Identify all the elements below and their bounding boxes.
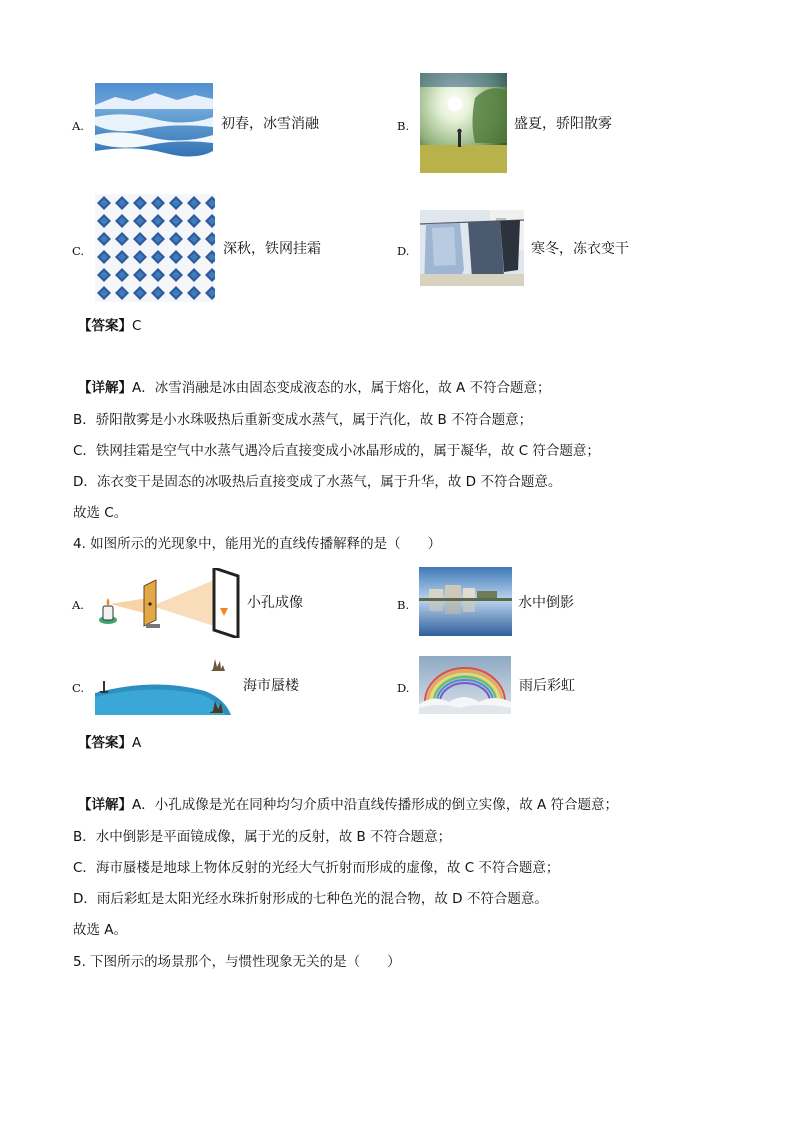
q4-option-c-letter: C. — [72, 681, 85, 695]
q3-option-a-caption: 初春，冰雪消融 — [221, 116, 319, 132]
q3-detail-line-4: D．冻衣变干是固态的冰吸热后直接变成了水蒸气，属于升华，故 D 不符合题意。 — [73, 474, 562, 490]
q4-option-d-letter: D. — [397, 681, 410, 695]
q3-option-c-caption: 深秋，铁网挂霜 — [223, 241, 321, 257]
q3-option-b-caption: 盛夏，骄阳散雾 — [514, 116, 612, 132]
q3-option-d-caption: 寒冬，冻衣变干 — [531, 241, 629, 257]
q5-question: 5. 下图所示的场景那个，与惯性现象无关的是（ ） — [73, 954, 401, 970]
q4-option-a-caption: 小孔成像 — [247, 595, 303, 611]
q3-detail-text-a: A．冰雪消融是冰由固态变成液态的水，属于熔化，故 A 不符合题意； — [132, 380, 551, 396]
q3-option-c-letter: C. — [72, 244, 85, 258]
pinhole-imaging-diagram — [96, 568, 240, 638]
q3-detail-label: 【详解】 — [78, 380, 132, 396]
q3-option-b-letter: B. — [397, 119, 410, 133]
q3-answer-value: C — [132, 318, 142, 334]
water-reflection-photo — [419, 567, 512, 636]
q3-answer — [78, 317, 141, 335]
q4-option-b-letter: B. — [397, 598, 410, 612]
q4-answer-value: A — [132, 735, 142, 751]
q4-detail-line-1 — [78, 796, 618, 814]
q3-option-a-letter: A. — [72, 119, 84, 133]
q4-option-c-caption: 海市蜃楼 — [243, 678, 299, 694]
q4-answer-label: 【答案】 — [78, 735, 132, 751]
rainbow-photo — [419, 656, 511, 714]
q4-option-d-caption: 雨后彩虹 — [519, 678, 575, 694]
q4-detail-label: 【详解】 — [78, 797, 132, 813]
q4-option-b-caption: 水中倒影 — [518, 595, 574, 611]
q4-answer — [78, 734, 141, 752]
q3-option-d-letter: D. — [397, 244, 410, 258]
q4-detail-line-4: D．雨后彩虹是太阳光经水珠折射形成的七种色光的混合物，故 D 不符合题意。 — [73, 891, 548, 907]
q3-answer-label: 【答案】 — [78, 318, 132, 334]
q3-detail-line-2: B．骄阳散雾是小水珠吸热后重新变成水蒸气，属于汽化，故 B 不符合题意； — [73, 412, 533, 428]
q4-detail-line-3: C．海市蜃楼是地球上物体反射的光经大气折射而形成的虚像，故 C 不符合题意； — [73, 860, 560, 876]
q4-detail-text-a: A．小孔成像是光在同种均匀介质中沿直线传播形成的倒立实像，故 A 符合题意； — [132, 797, 619, 813]
q3-detail-line-1 — [78, 379, 551, 397]
q4-option-a-letter: A. — [72, 598, 84, 612]
frosty-wire-mesh-photo — [95, 194, 215, 302]
q3-detail-line-5: 故选 C。 — [73, 505, 128, 521]
melting-ice-photo — [95, 83, 213, 161]
frozen-clothes-photo — [420, 210, 524, 286]
q3-detail-line-3: C．铁网挂霜是空气中水蒸气遇冷后直接变成小冰晶形成的，属于凝华，故 C 符合题意； — [73, 443, 600, 459]
sunny-fog-photo — [420, 73, 507, 173]
q4-detail-line-5: 故选 A。 — [73, 922, 128, 938]
mirage-illustration — [95, 655, 237, 717]
q4-question: 4. 如图所示的光现象中，能用光的直线传播解释的是（ ） — [73, 536, 442, 552]
q4-detail-line-2: B．水中倒影是平面镜成像，属于光的反射，故 B 不符合题意； — [73, 829, 452, 845]
